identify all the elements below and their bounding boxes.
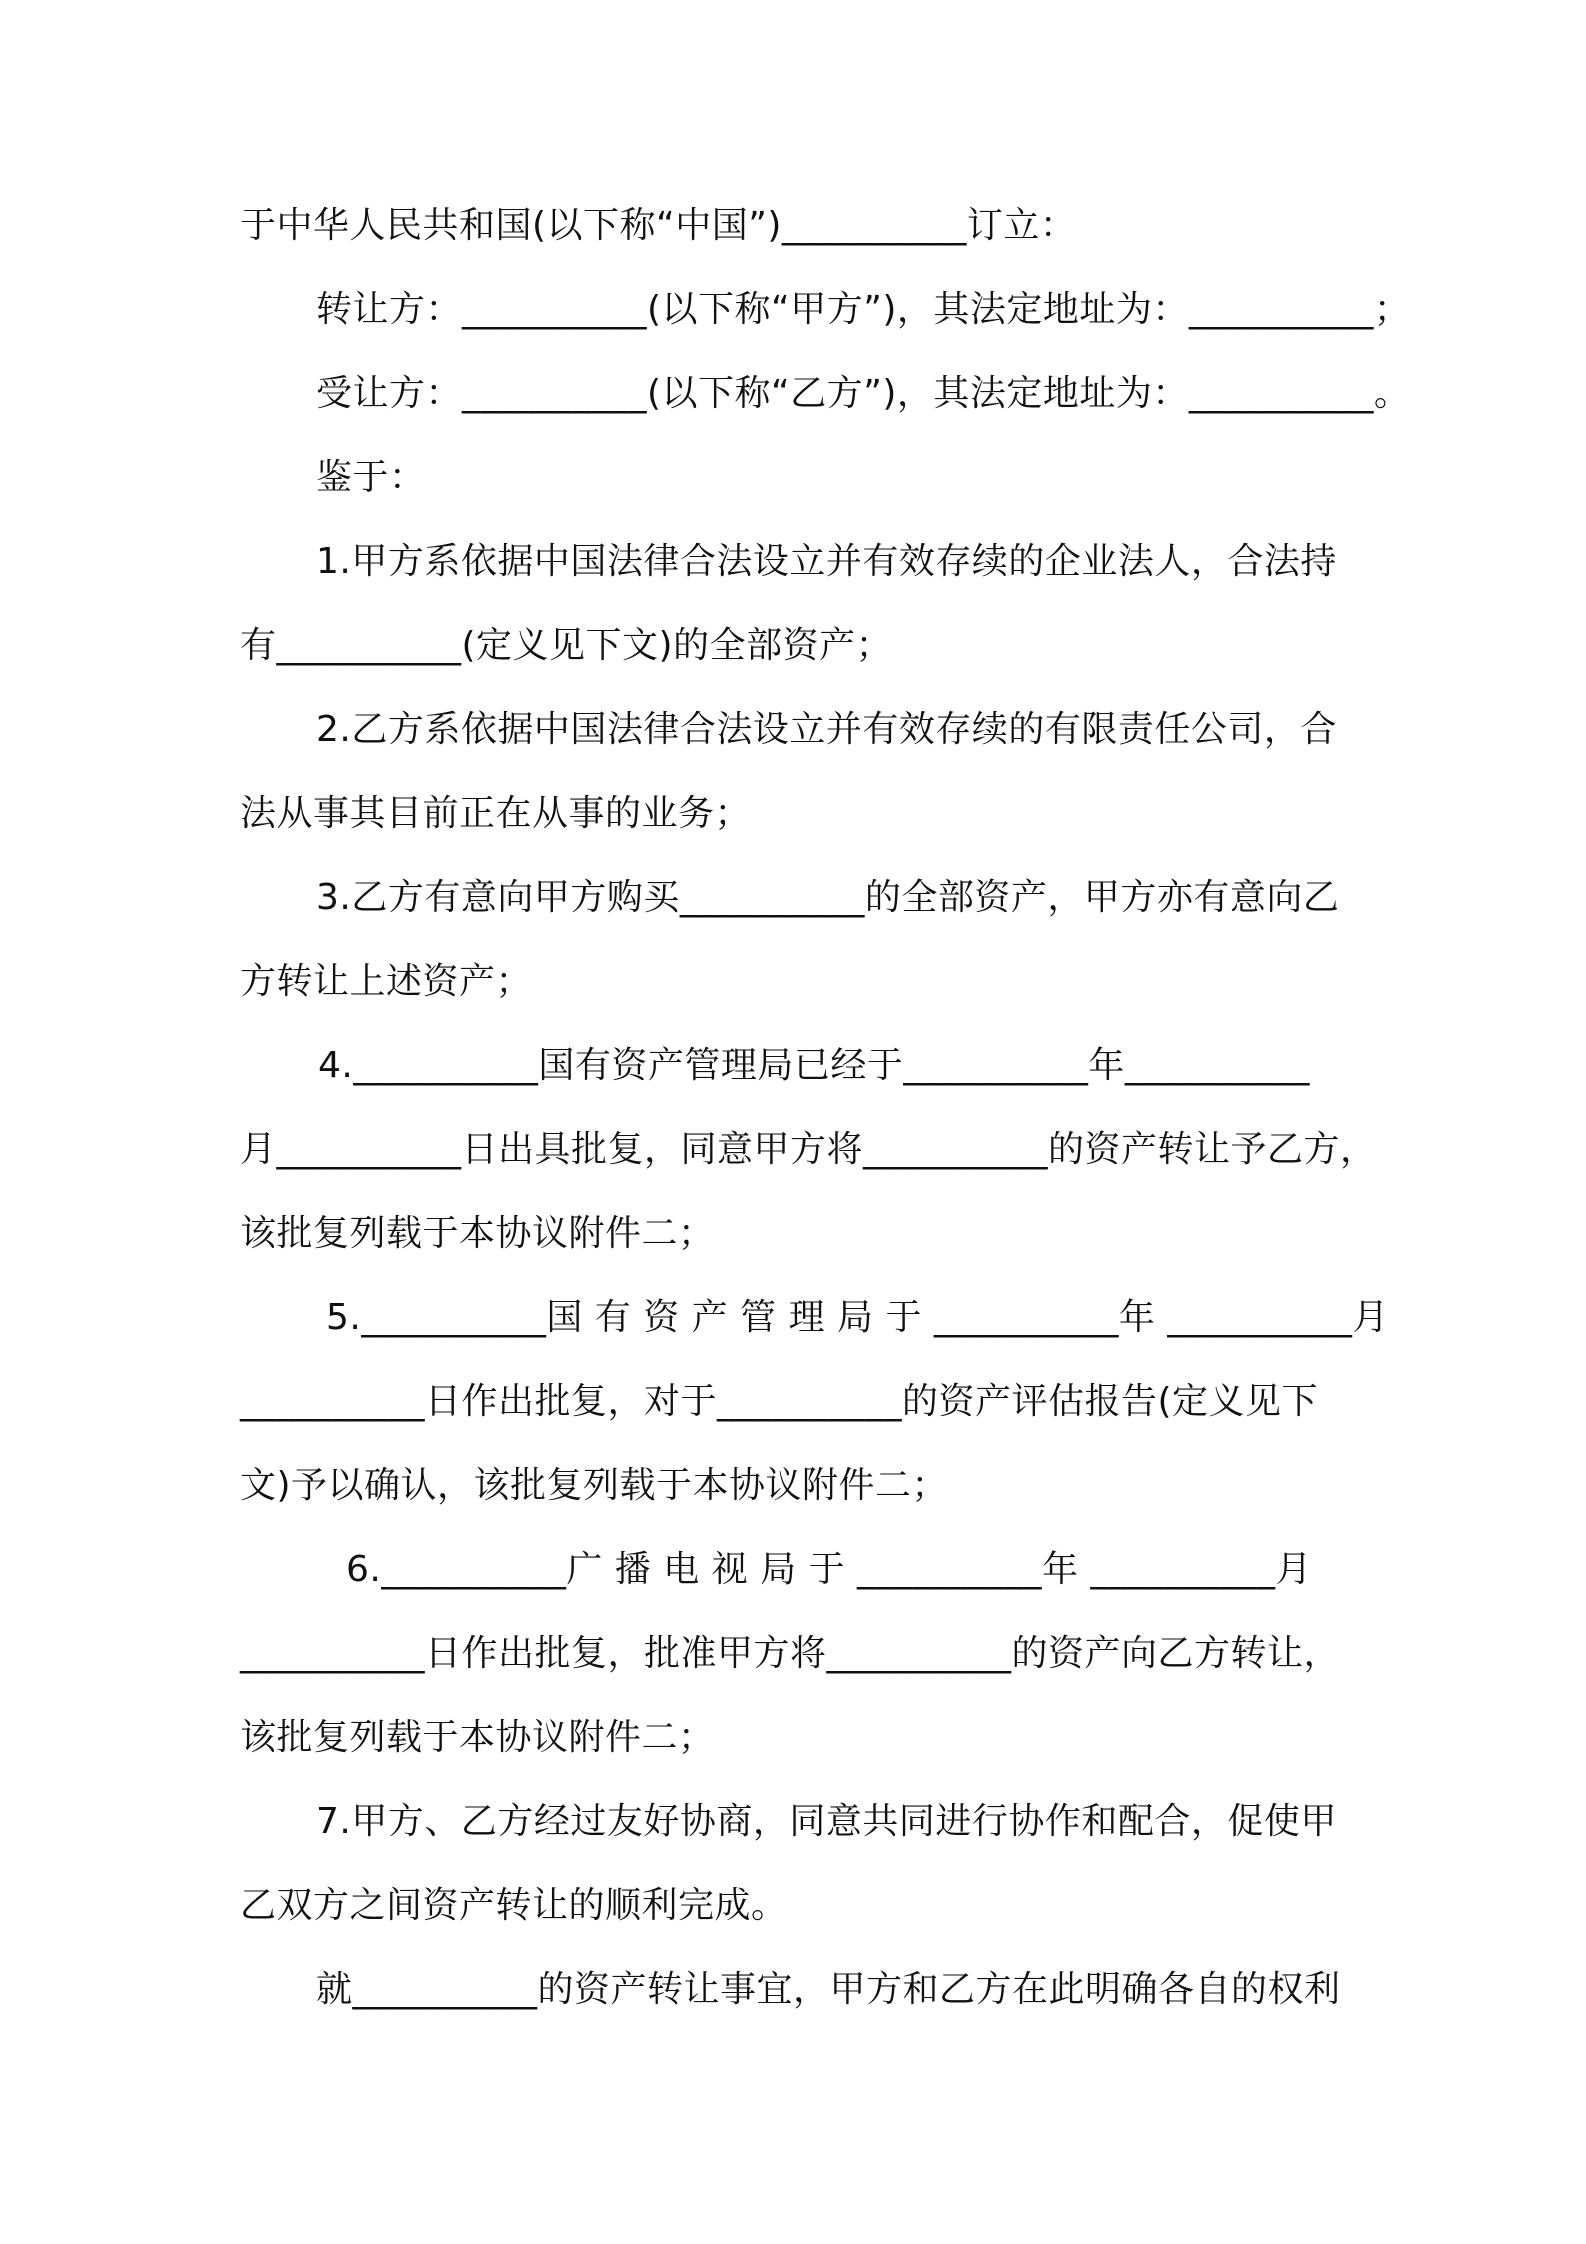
clause-1-line-1: 1.甲方系依据中国法律合法设立并有效存续的企业法人，合法持 [316,541,1337,582]
clause-3-line-2: 方转让上述资产； [240,961,533,1002]
clause-6-line-2: __________日作出批复，批准甲方将__________的资产向乙方转让， [240,1633,1341,1674]
clause-3-line-1: 3.乙方有意向甲方购买__________的全部资产，甲方亦有意向乙 [316,877,1340,918]
clause-7-line-2: 乙双方之间资产转让的顺利完成。 [240,1885,788,1926]
clause-6-line-3: 该批复列载于本协议附件二； [240,1717,715,1758]
clause-5-line-3: 文)予以确认，该批复列载于本协议附件二； [240,1465,949,1506]
clause-4-line-2: 月__________日出具批复，同意甲方将__________的资产转让予乙方， [240,1129,1377,1170]
intro-line: 于中华人民共和国(以下称“中国”)__________订立： [240,205,1077,246]
clause-7-line-1: 7.甲方、乙方经过友好协商，同意共同进行协作和配合，促使甲 [316,1801,1337,1842]
clause-4-line-1: 4.__________国有资产管理局已经于__________年__________ [318,1045,1310,1086]
clause-6-line-1: 6.__________广 播 电 视 局 于 __________年 __________月 [346,1549,1312,1590]
clause-2-line-2: 法从事其目前正在从事的业务； [240,793,752,834]
clause-2-line-1: 2.乙方系依据中国法律合法设立并有效存续的有限责任公司，合 [316,709,1337,750]
clause-1-line-2: 有__________(定义见下文)的全部资产； [240,625,893,666]
clause-5-line-1: 5.__________国 有 资 产 管 理 局 于 __________年 __________月 [326,1297,1389,1338]
transferee-line: 受让方：__________(以下称“乙方”)，其法定地址为：__________。 [316,373,1411,414]
clause-4-line-3: 该批复列载于本协议附件二； [240,1213,715,1254]
whereas-heading: 鉴于： [316,457,426,498]
clause-5-line-2: __________日作出批复，对于__________的资产评估报告(定义见下 [240,1381,1319,1422]
closing-line: 就__________的资产转让事宜，甲方和乙方在此明确各自的权利 [316,1969,1341,2010]
transferor-line: 转让方：__________(以下称“甲方”)，其法定地址为：__________； [316,289,1411,330]
